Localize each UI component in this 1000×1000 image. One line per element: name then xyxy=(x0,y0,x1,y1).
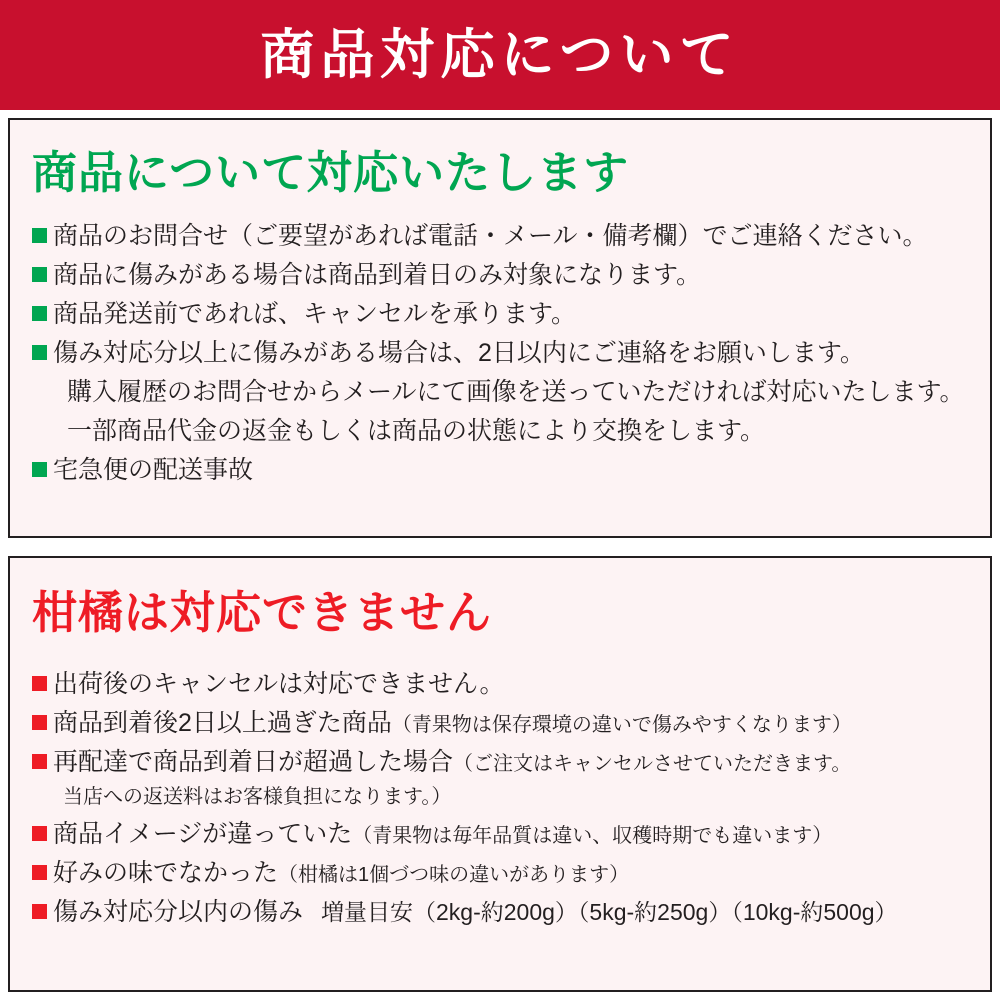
square-bullet-icon xyxy=(32,865,47,880)
list-item xyxy=(32,857,972,889)
list-item-sub xyxy=(32,415,972,447)
list-item-text: 傷み対応分以内の傷み xyxy=(53,897,304,926)
list-item-text: 宅急便の配送事故 xyxy=(53,456,254,484)
list-item-text: 再配達で商品到着日が超過した場合 xyxy=(53,748,454,776)
header-banner xyxy=(0,0,1000,110)
list-item xyxy=(32,818,972,850)
list-item-note: （青果物は保存環境の違いで傷みやすくなります） xyxy=(391,714,852,736)
square-bullet-icon xyxy=(32,306,47,321)
list-item-note: （ご注文はキャンセルさせていただきます。 xyxy=(453,753,852,775)
list-item-text: 出荷後のキャンセルは対応できません。 xyxy=(53,670,505,698)
list-item xyxy=(32,298,972,330)
list-item xyxy=(32,896,972,928)
list-item xyxy=(32,220,972,252)
square-bullet-icon xyxy=(32,904,47,919)
list-item-text: 商品に傷みがある場合は商品到着日のみ対象になります。 xyxy=(53,261,702,289)
list-item xyxy=(32,259,972,291)
square-bullet-icon xyxy=(32,676,47,691)
square-bullet-icon xyxy=(32,826,47,841)
list-item-text: 購入履歴のお問合せからメールにて画像を送っていただければ対応いたします。 xyxy=(67,378,965,406)
square-bullet-icon xyxy=(32,462,47,477)
list-item-text: 傷み対応分以上に傷みがある場合は、2日以内にご連絡をお願いします。 xyxy=(53,339,865,367)
list-item-text: 当店への返送料はお客様負担になります。） xyxy=(63,786,452,808)
list-item-text: 好みの味でなかった xyxy=(53,858,279,887)
square-bullet-icon xyxy=(32,754,47,769)
supported-panel-heading: 商品について対応いたします xyxy=(32,147,630,198)
list-item-text: 商品到着後2日以上過ぎた商品 xyxy=(53,709,392,737)
square-bullet-icon xyxy=(32,715,47,730)
not-supported-panel-heading: 柑橘は対応できません xyxy=(32,587,493,638)
list-item xyxy=(32,746,972,778)
list-item-note: （柑橘は1個づつ味の違いがあります） xyxy=(278,863,630,886)
not-supported-list xyxy=(32,668,972,935)
list-item-text: 商品発送前であれば、キャンセルを承ります。 xyxy=(53,300,577,328)
list-item-continuation xyxy=(32,785,972,811)
supported-list xyxy=(32,220,972,493)
list-item xyxy=(32,707,972,739)
list-item xyxy=(32,454,972,486)
square-bullet-icon xyxy=(32,228,47,243)
list-item-text: 商品のお問合せ（ご要望があれば電話・メール・備考欄）でご連絡ください。 xyxy=(53,222,928,250)
square-bullet-icon xyxy=(32,267,47,282)
not-supported-panel xyxy=(8,556,992,992)
list-item-text: 商品イメージが違っていた xyxy=(53,819,353,848)
list-item xyxy=(32,337,972,369)
list-item-note: （青果物は毎年品質は違い、収穫時期でも違います） xyxy=(352,824,833,847)
list-item-measure-note: 増量目安（2kg-約200g）（5kg-約250g）（10kg-約500g） xyxy=(321,898,898,925)
list-item xyxy=(32,668,972,700)
supported-panel xyxy=(8,118,992,538)
square-bullet-icon xyxy=(32,345,47,360)
list-item-text: 一部商品代金の返金もしくは商品の状態により交換をします。 xyxy=(67,417,766,445)
list-item-sub xyxy=(32,376,972,408)
page-title: 商品対応について xyxy=(260,25,740,85)
